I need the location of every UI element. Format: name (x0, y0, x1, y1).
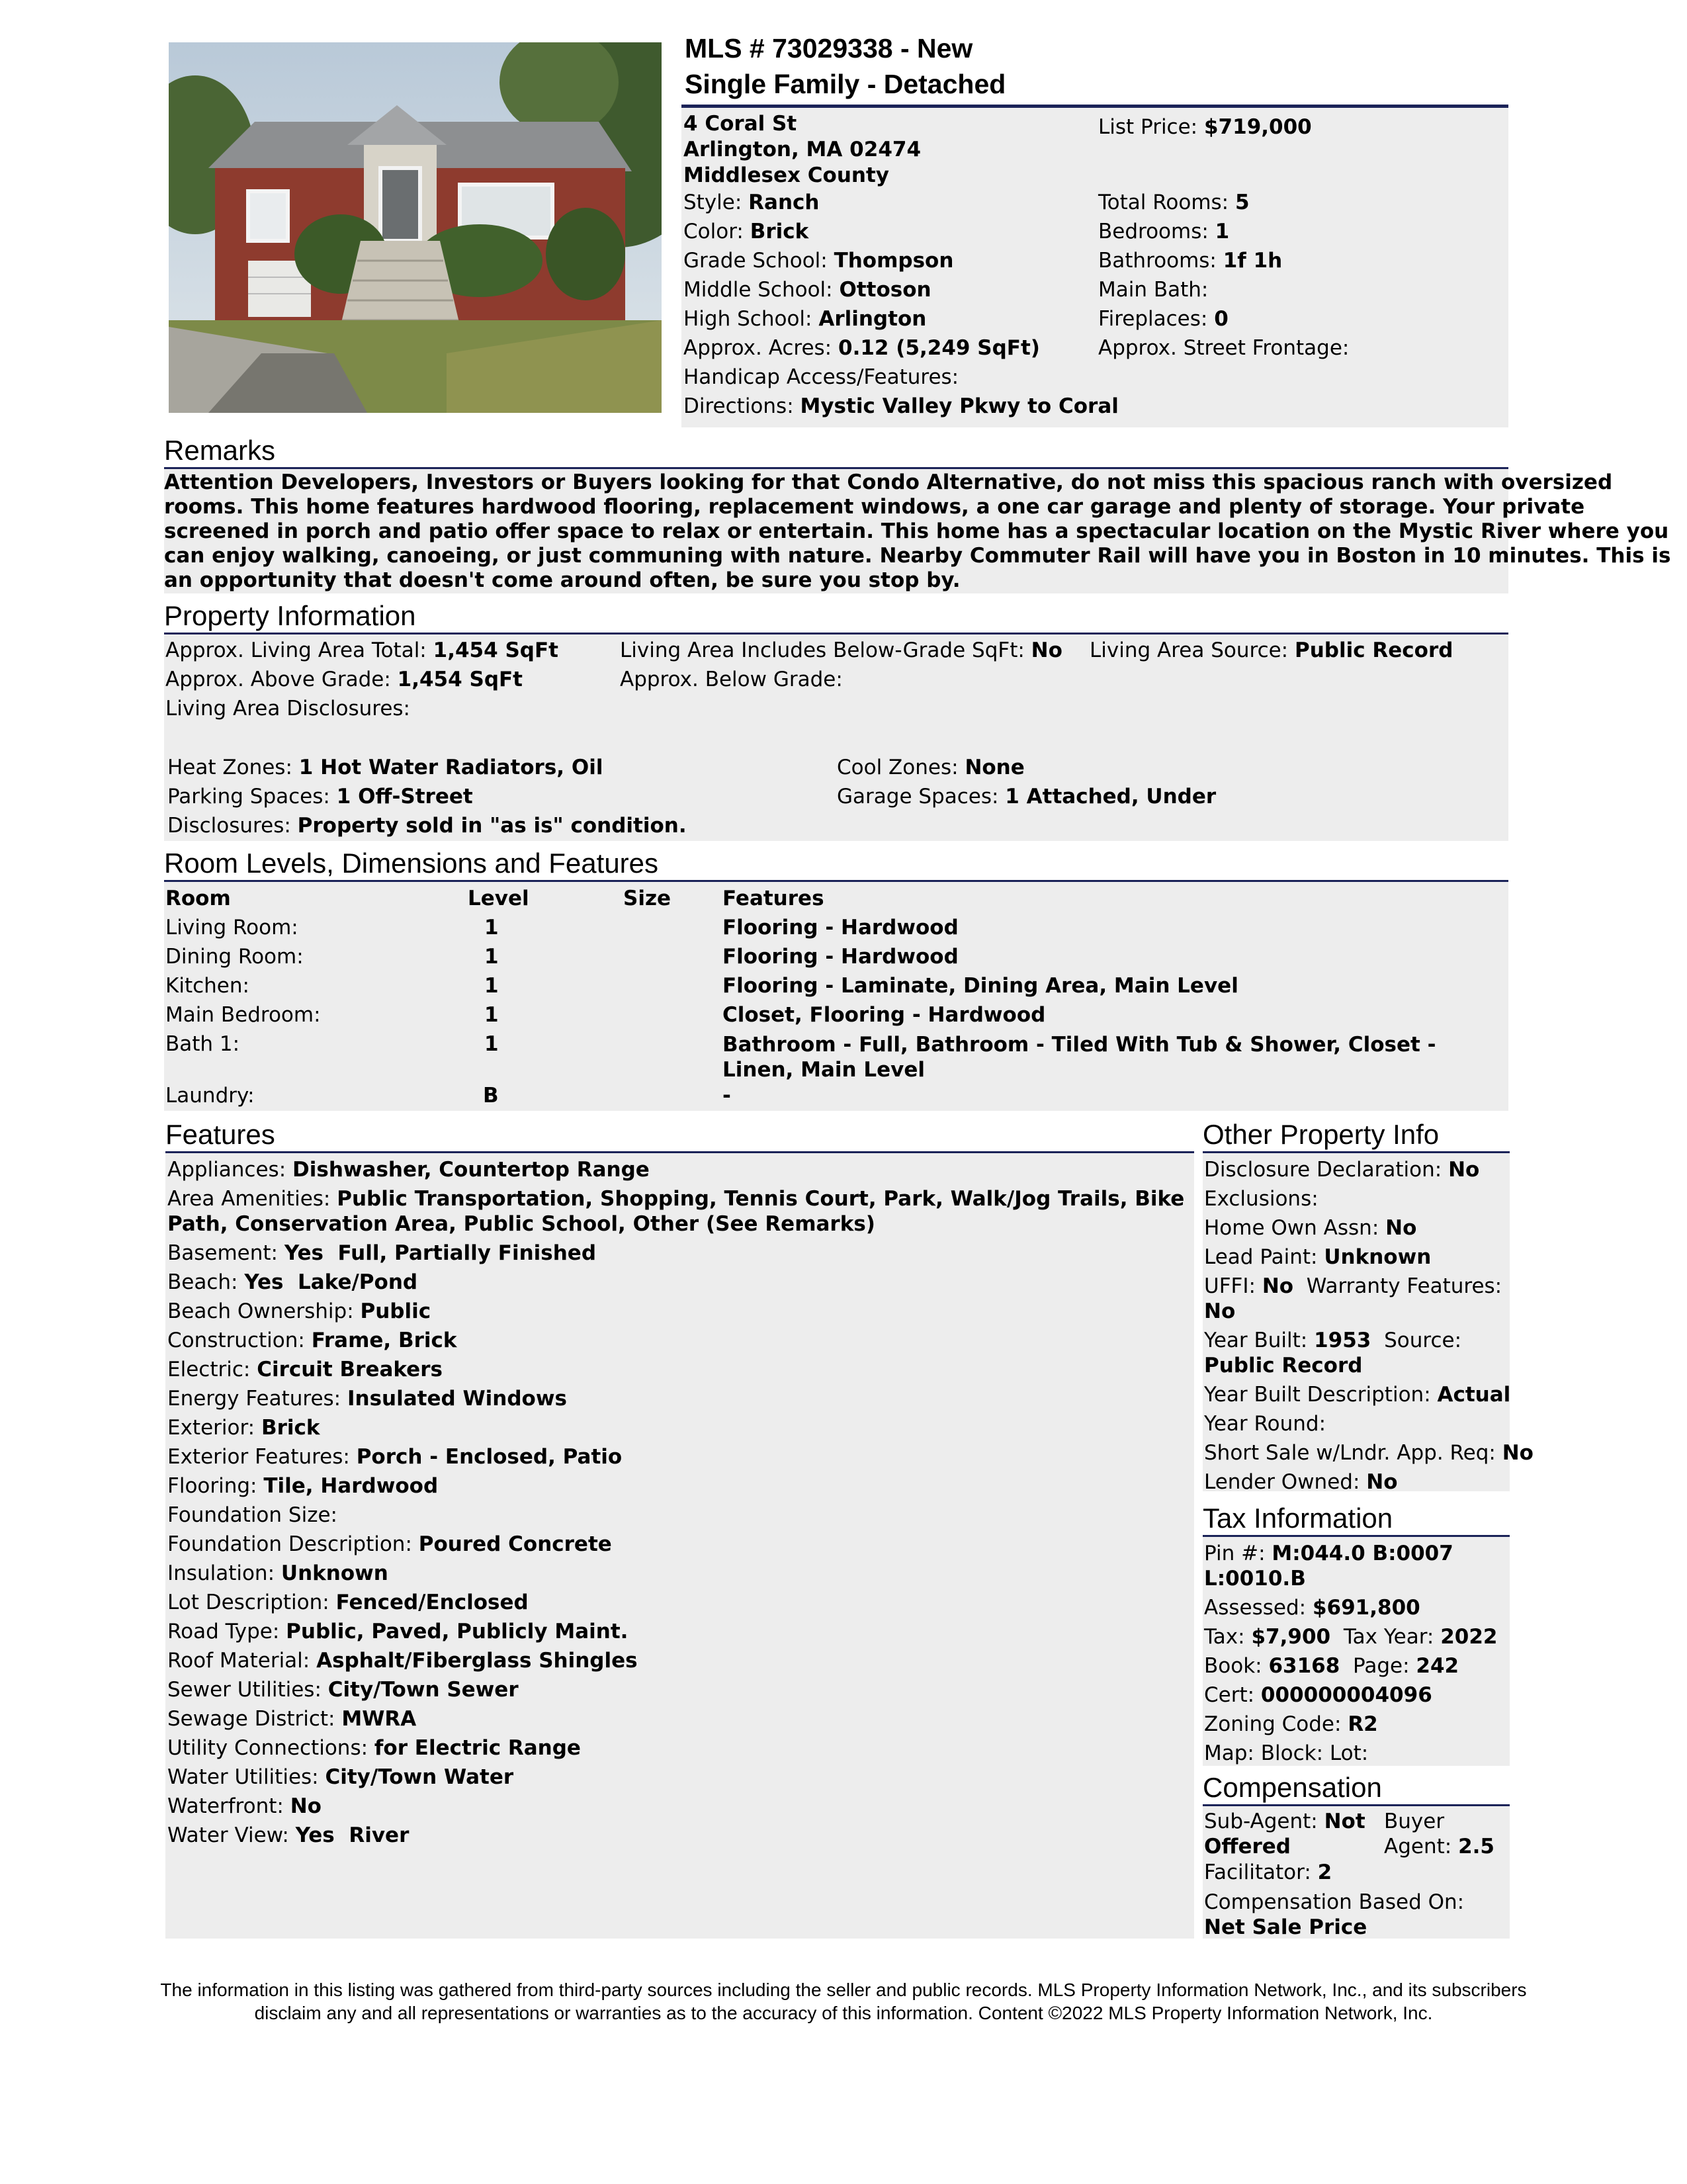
living-area-source (1090, 636, 1453, 665)
main-bath-label: Main Bath: (1098, 278, 1209, 302)
remarks-line-2: rooms. This home features hardwood flooring, replacement windows, a one car garage and plenty of storage. Your private (164, 495, 1585, 519)
rooms-col-features: Features (722, 887, 824, 910)
tax-amount (1204, 1622, 1507, 1651)
living-area-disclosures (165, 694, 410, 723)
street-frontage-label: Approx. Street Frontage: (1098, 336, 1350, 360)
disclosure-declaration-value: No (1448, 1158, 1480, 1182)
feature-item (167, 1413, 1190, 1442)
year-built-label: Year Built: (1204, 1329, 1308, 1352)
feature-label: Area Amenities: (167, 1187, 331, 1211)
rooms-col-size: Size (623, 887, 671, 910)
acres-label: Approx. Acres: (683, 336, 832, 360)
assessed-label: Assessed: (1204, 1596, 1307, 1620)
sub-agent (1204, 1809, 1376, 1859)
sub-agent-label: Sub-Agent: (1204, 1810, 1318, 1833)
feature-label: Lot Description: (167, 1591, 329, 1614)
assessed-value: $691,800 (1312, 1596, 1420, 1620)
zoning-code-value: R2 (1348, 1712, 1378, 1736)
facilitator (1204, 1858, 1332, 1887)
feature-value: Circuit Breakers (257, 1358, 443, 1381)
fireplaces-value: 0 (1214, 307, 1229, 331)
feature-item (167, 1355, 1190, 1384)
room-level: 1 (484, 945, 499, 969)
cool-zones (837, 753, 1025, 782)
feature-label: Insulation: (167, 1561, 275, 1585)
room-level: 1 (484, 1032, 499, 1056)
other-info-list (1204, 1155, 1534, 1497)
feature-value: Fenced/Enclosed (335, 1591, 529, 1614)
lead-paint-label: Lead Paint: (1204, 1245, 1318, 1269)
lender-owned-value: No (1366, 1470, 1398, 1494)
style-label: Style: (683, 191, 742, 214)
heat-zones (167, 753, 603, 782)
year-round-label: Year Round: (1204, 1412, 1326, 1436)
feature-item (167, 1733, 1190, 1763)
feature-value: Poured Concrete (418, 1532, 612, 1556)
summary-left-column (683, 188, 1119, 421)
above-grade (165, 665, 523, 694)
block-label: Block: (1260, 1741, 1324, 1765)
heat-zones-value: 1 Hot Water Radiators, Oil (298, 756, 603, 779)
tax-year-value: 2022 (1440, 1625, 1498, 1649)
buyer-agent-value: 2.5 (1458, 1835, 1494, 1858)
feature-value: Yes River (295, 1823, 410, 1847)
map-block-lot (1204, 1739, 1507, 1768)
feature-label: Water View: (167, 1823, 289, 1847)
high-school-label: High School: (683, 307, 812, 331)
living-area-total (165, 636, 558, 665)
other-info-heading: Other Property Info (1203, 1119, 1440, 1150)
color-value: Brick (750, 220, 809, 243)
feature-value: Public, Paved, Publicly Maint. (286, 1620, 628, 1643)
feature-item (167, 1588, 1190, 1617)
year-built-description-label: Year Built Description: (1204, 1383, 1431, 1407)
bedrooms-value: 1 (1215, 220, 1230, 243)
list-price-value: $719,000 (1203, 115, 1312, 139)
grade-school-row (683, 246, 1119, 275)
remarks-panel (164, 469, 1671, 593)
parking-spaces-value: 1 Off-Street (336, 785, 473, 808)
room-features: Closet, Flooring - Hardwood (722, 1003, 1046, 1027)
footer-line-2: disclaim any and all representations or warranties as to the accuracy of this information. Content ©2022 MLS Property Information Network, Inc. (254, 2003, 1433, 2023)
room-level: 1 (484, 974, 499, 998)
warranty-value: No (1204, 1299, 1236, 1323)
lot-label: Lot: (1329, 1741, 1369, 1765)
assessed (1204, 1593, 1507, 1622)
fireplaces-label: Fireplaces: (1098, 307, 1208, 331)
uffi-warranty (1204, 1272, 1507, 1326)
house-photo-illustration (169, 42, 662, 413)
home-own-assn-value: No (1385, 1216, 1417, 1240)
feature-value: City/Town Sewer (327, 1678, 519, 1702)
buyer-agent-label: Buyer Agent: (1384, 1810, 1452, 1858)
zoning-code-label: Zoning Code: (1204, 1712, 1342, 1736)
compensation-based-on-value: Net Sale Price (1204, 1915, 1367, 1939)
feature-label: Construction: (167, 1329, 305, 1352)
feature-item (167, 1184, 1190, 1239)
bathrooms-row (1098, 246, 1349, 275)
feature-value: Unknown (281, 1561, 388, 1585)
feature-value: Asphalt/Fiberglass Shingles (316, 1649, 638, 1673)
cool-zones-label: Cool Zones: (837, 756, 959, 779)
rooms-heading: Room Levels, Dimensions and Features (164, 848, 659, 879)
below-grade-label: Approx. Below Grade: (620, 668, 843, 691)
room-name: Dining Room: (165, 945, 304, 969)
living-area-source-label: Living Area Source: (1090, 638, 1289, 662)
rooms-col-level: Level (468, 887, 529, 910)
room-level: 1 (484, 916, 499, 939)
feature-label: Energy Features: (167, 1387, 341, 1411)
pin-value: M:044.0 B:0007 L:0010.B (1204, 1542, 1453, 1591)
color-row (683, 217, 1119, 246)
feature-item (167, 1471, 1190, 1501)
cert-label: Cert: (1204, 1683, 1255, 1707)
style-row (683, 188, 1119, 217)
disclosures-label: Disclosures: (167, 814, 291, 838)
warranty-label: Warranty Features: (1306, 1274, 1502, 1298)
feature-item (167, 1559, 1190, 1588)
tax-value: $7,900 (1251, 1625, 1331, 1649)
property-type-title: Single Family - Detached (685, 69, 1006, 99)
map-label: Map: (1204, 1741, 1254, 1765)
home-own-assn (1204, 1213, 1507, 1243)
house-photo (169, 42, 662, 413)
cert-value: 000000004096 (1260, 1683, 1432, 1707)
feature-value: for Electric Range (374, 1736, 581, 1760)
feature-value: Yes Full, Partially Finished (284, 1241, 597, 1265)
pin (1204, 1539, 1507, 1593)
above-grade-label: Approx. Above Grade: (165, 668, 391, 691)
footer-line-1: The information in this listing was gathered from third-party sources including the seller and public records. MLS Property Information Network, Inc., and its subscribers (160, 1980, 1527, 2000)
compensation-based-on (1204, 1890, 1507, 1940)
total-rooms-value: 5 (1235, 191, 1250, 214)
short-sale-value: No (1502, 1441, 1534, 1465)
feature-label: Exterior: (167, 1416, 255, 1440)
bedrooms-row (1098, 217, 1349, 246)
room-name: Bath 1: (165, 1032, 240, 1056)
list-price-label: List Price: (1098, 115, 1198, 139)
feature-value: Porch - Enclosed, Patio (356, 1445, 623, 1469)
room-features: Flooring - Hardwood (722, 945, 959, 969)
room-level: B (483, 1084, 499, 1108)
features-heading: Features (165, 1119, 275, 1150)
cool-zones-value: None (965, 756, 1025, 779)
sub-agent-value: Not Offered (1204, 1810, 1365, 1858)
feature-label: Road Type: (167, 1620, 280, 1643)
room-level: 1 (484, 1003, 499, 1027)
lead-paint (1204, 1243, 1507, 1272)
feature-label: Foundation Description: (167, 1532, 412, 1556)
feature-label: Waterfront: (167, 1794, 284, 1818)
living-area-source-value: Public Record (1295, 638, 1453, 662)
remarks-heading: Remarks (164, 435, 276, 466)
uffi-label: UFFI: (1204, 1274, 1256, 1298)
address-street: 4 Coral St (683, 112, 797, 136)
book-value: 63168 (1268, 1654, 1340, 1678)
living-area-disclosures-label: Living Area Disclosures: (165, 697, 411, 721)
compensation-based-on-label: Compensation Based On: (1204, 1890, 1465, 1914)
remarks-line-5: an opportunity that doesn't come around often, be sure you stop by. (164, 568, 961, 592)
feature-item (167, 1326, 1190, 1355)
feature-value: Tile, Hardwood (263, 1474, 439, 1498)
uffi-value: No (1262, 1274, 1294, 1298)
feature-item (167, 1155, 1190, 1184)
below-grade-included-label: Living Area Includes Below-Grade SqFt: (620, 638, 1025, 662)
feature-value: Dishwasher, Countertop Range (292, 1158, 650, 1182)
below-grade-included-value: No (1031, 638, 1062, 662)
feature-label: Water Utilities: (167, 1765, 319, 1789)
page-label: Page: (1353, 1654, 1410, 1678)
parking-spaces (167, 782, 473, 811)
feature-item (167, 1763, 1190, 1792)
main-bath-row (1098, 275, 1349, 304)
room-name: Laundry: (165, 1084, 255, 1108)
tax-heading: Tax Information (1203, 1503, 1393, 1534)
bedrooms-label: Bedrooms: (1098, 220, 1209, 243)
year-round (1204, 1409, 1507, 1438)
address-block (683, 111, 921, 189)
feature-item (167, 1617, 1190, 1646)
feature-label: Flooring: (167, 1474, 257, 1498)
home-own-assn-label: Home Own Assn: (1204, 1216, 1379, 1240)
feature-value: Frame, Brick (311, 1329, 457, 1352)
feature-label: Sewer Utilities: (167, 1678, 322, 1702)
footer-disclaimer (0, 1978, 1687, 2025)
disclosures (167, 811, 687, 840)
source-value: Public Record (1204, 1354, 1363, 1377)
feature-label: Appliances: (167, 1158, 286, 1182)
list-price (1098, 112, 1312, 142)
above-grade-value: 1,454 SqFt (397, 668, 523, 691)
acres-value: 0.12 (5,249 SqFt) (838, 336, 1040, 360)
feature-value: City/Town Water (325, 1765, 514, 1789)
room-features: Bathroom - Full, Bathroom - Tiled With Tub & Shower, Closet - Linen, Main Level (722, 1033, 1436, 1082)
lender-owned (1204, 1467, 1507, 1497)
feature-item (167, 1530, 1190, 1559)
year-built-description (1204, 1380, 1511, 1409)
cert (1204, 1681, 1507, 1710)
page-value: 242 (1416, 1654, 1459, 1678)
high-school-row (683, 304, 1119, 333)
room-name: Living Room: (165, 916, 298, 939)
middle-school-label: Middle School: (683, 278, 833, 302)
zoning-code (1204, 1710, 1507, 1739)
feature-label: Basement: (167, 1241, 279, 1265)
feature-value: Brick (261, 1416, 320, 1440)
room-features: Flooring - Laminate, Dining Area, Main Level (722, 974, 1238, 998)
feature-label: Roof Material: (167, 1649, 310, 1673)
feature-item (167, 1675, 1190, 1704)
address-city: Arlington, MA 02474 (683, 138, 922, 161)
middle-school-value: Ottoson (839, 278, 931, 302)
tax-year-label: Tax Year: (1343, 1625, 1434, 1649)
room-name: Main Bedroom: (165, 1003, 321, 1027)
total-rooms-label: Total Rooms: (1098, 191, 1229, 214)
tax-label: Tax: (1204, 1625, 1245, 1649)
feature-value: MWRA (341, 1707, 417, 1731)
exclusions (1204, 1184, 1507, 1213)
book-page (1204, 1651, 1507, 1681)
year-built (1204, 1326, 1507, 1380)
directions-row (683, 392, 1119, 421)
room-features: - (722, 1084, 731, 1108)
feature-item (167, 1297, 1190, 1326)
acres-row (683, 333, 1119, 363)
high-school-value: Arlington (818, 307, 927, 331)
street-frontage-row (1098, 333, 1349, 363)
pin-label: Pin #: (1204, 1542, 1266, 1565)
fireplaces-row (1098, 304, 1349, 333)
feature-item (167, 1501, 1190, 1530)
below-grade (620, 665, 843, 694)
book-label: Book: (1204, 1654, 1262, 1678)
feature-label: Utility Connections: (167, 1736, 368, 1760)
summary-right-column (1098, 188, 1349, 363)
room-name: Kitchen: (165, 974, 249, 998)
feature-label: Foundation Size: (167, 1503, 337, 1527)
heat-zones-label: Heat Zones: (167, 756, 292, 779)
rooms-col-room: Room (165, 887, 231, 910)
living-area-total-value: 1,454 SqFt (433, 638, 558, 662)
year-built-value: 1953 (1314, 1329, 1371, 1352)
facilitator-value: 2 (1317, 1860, 1332, 1884)
living-area-total-label: Approx. Living Area Total: (165, 638, 427, 662)
feature-label: Beach: (167, 1270, 238, 1294)
mls-number-title: MLS # 73029338 - New (685, 33, 973, 64)
middle-school-row (683, 275, 1119, 304)
address-county: Middlesex County (683, 163, 889, 187)
feature-item (167, 1239, 1190, 1268)
feature-label: Exterior Features: (167, 1445, 350, 1469)
disclosure-declaration (1204, 1155, 1507, 1184)
property-info-heading: Property Information (164, 600, 416, 631)
garage-spaces-value: 1 Attached, Under (1005, 785, 1217, 808)
feature-value: No (290, 1794, 322, 1818)
bathrooms-label: Bathrooms: (1098, 249, 1217, 273)
remarks-line-4: can enjoy walking, canoeing, or just communing with nature. Nearby Commuter Rail will have you in Boston in 10 minutes. This is (164, 544, 1671, 568)
total-rooms-row (1098, 188, 1349, 217)
feature-item (167, 1646, 1190, 1675)
short-sale-label: Short Sale w/Lndr. App. Req: (1204, 1441, 1496, 1465)
features-list (167, 1155, 1190, 1850)
remarks-line-1: Attention Developers, Investors or Buyers looking for that Condo Alternative, do not miss this spacious ranch with oversized (164, 470, 1613, 494)
directions-label: Directions: (683, 394, 794, 418)
grade-school-value: Thompson (834, 249, 954, 273)
feature-label: Sewage District: (167, 1707, 335, 1731)
year-built-description-value: Actual (1437, 1383, 1511, 1407)
handicap-label: Handicap Access/Features: (683, 365, 959, 389)
feature-item (167, 1792, 1190, 1821)
feature-value: Public Transportation, Shopping, Tennis Court, Park, Walk/Jog Trails, Bike Path, Conservation Area, Public School, Other (See Remarks) (167, 1187, 1185, 1236)
feature-value: Insulated Windows (347, 1387, 567, 1411)
bathrooms-value: 1f 1h (1223, 249, 1283, 273)
feature-value: Yes Lake/Pond (244, 1270, 418, 1294)
disclosures-value: Property sold in "as is" condition. (297, 814, 687, 838)
facilitator-label: Facilitator: (1204, 1860, 1311, 1884)
lead-paint-value: Unknown (1324, 1245, 1432, 1269)
style-value: Ranch (748, 191, 820, 214)
feature-item (167, 1442, 1190, 1471)
feature-item (167, 1384, 1190, 1413)
below-grade-included (620, 636, 1062, 665)
garage-spaces (837, 782, 1216, 811)
handicap-row (683, 363, 1119, 392)
garage-spaces-label: Garage Spaces: (837, 785, 999, 808)
feature-item (167, 1268, 1190, 1297)
buyer-agent (1384, 1809, 1508, 1859)
feature-item (167, 1821, 1190, 1850)
feature-label: Beach Ownership: (167, 1299, 354, 1323)
lender-owned-label: Lender Owned: (1204, 1470, 1360, 1494)
parking-spaces-label: Parking Spaces: (167, 785, 330, 808)
grade-school-label: Grade School: (683, 249, 828, 273)
tax-list (1204, 1539, 1507, 1768)
feature-label: Electric: (167, 1358, 251, 1381)
disclosure-declaration-label: Disclosure Declaration: (1204, 1158, 1442, 1182)
feature-value: Public (360, 1299, 431, 1323)
feature-item (167, 1704, 1190, 1733)
compensation-heading: Compensation (1203, 1772, 1382, 1803)
directions-value: Mystic Valley Pkwy to Coral (800, 394, 1119, 418)
short-sale (1204, 1438, 1534, 1467)
color-label: Color: (683, 220, 744, 243)
remarks-line-3: screened in porch and patio offer space to relax or entertain. This home has a spectacular location on the Mystic River where you (164, 519, 1669, 543)
source-label: Source: (1384, 1329, 1462, 1352)
exclusions-label: Exclusions: (1204, 1187, 1319, 1211)
room-features: Flooring - Hardwood (722, 916, 959, 939)
